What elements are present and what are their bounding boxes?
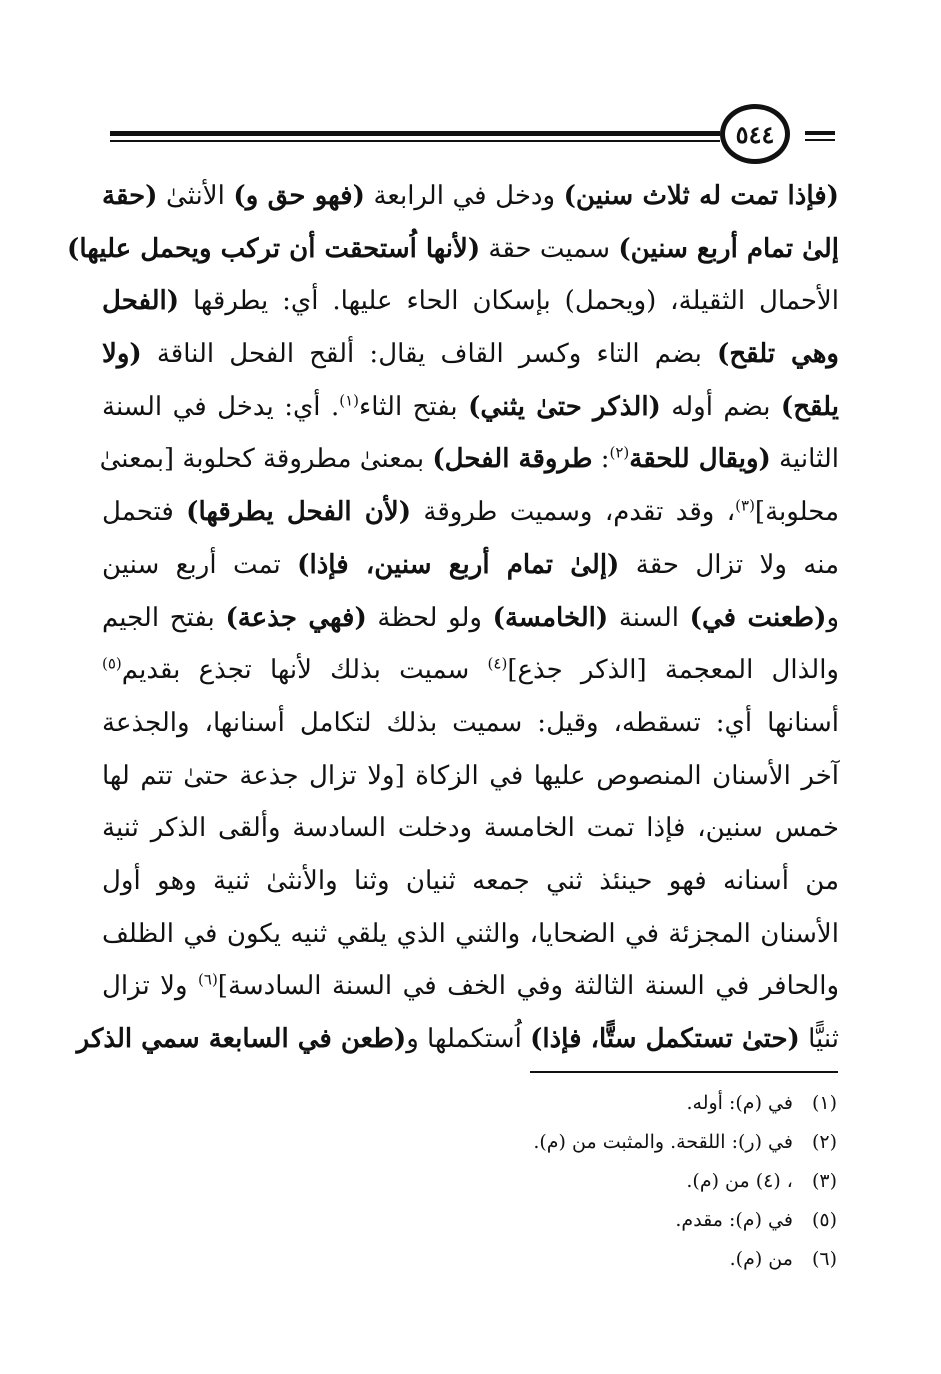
text-segment: والذال المعجمة [الذكر جذع]	[507, 655, 839, 686]
footnote-ref: (١)	[339, 391, 360, 410]
text-segment: (الخامسة)	[492, 602, 609, 633]
text-segment: (حقة	[102, 181, 158, 211]
text-segment: ، وقد تقدم، وسميت طروقة	[411, 497, 736, 528]
text-segment: فتحمل	[102, 497, 187, 528]
text-segment: تمت أربع سنين	[102, 549, 298, 580]
footnote-number: (٢)	[811, 1131, 837, 1153]
footnote-item	[237, 1084, 837, 1123]
text-segment: بضم أوله	[660, 391, 781, 422]
text-segment: (حتىٰ تستكمل ستًّا، فإذا)	[530, 1024, 800, 1054]
text-line	[102, 381, 839, 434]
text-segment: وهي تلقح)	[717, 339, 839, 370]
text-segment: سميت حقة	[480, 233, 619, 264]
text-segment: الثانية	[770, 444, 839, 475]
text-segment: ولو لحظة	[366, 602, 493, 633]
text-segment: بضم التاء وكسر القاف يقال: ألقح الفحل الناقة	[141, 339, 718, 370]
text-line	[102, 802, 839, 855]
text-segment: (فإذا تمت له ثلاث سنين)	[563, 181, 839, 211]
text-segment: منه ولا تزال حقة	[619, 549, 839, 580]
text-segment: (الفحل	[102, 286, 180, 317]
text-segment: ودخل في الرابعة	[364, 181, 564, 211]
text-segment: آخر الأسنان المنصوص عليها في الزكاة [ولا تزال جذعة حتىٰ تتم لها	[102, 760, 839, 791]
header-rule-thin	[110, 140, 720, 142]
main-text	[67, 170, 840, 1066]
text-segment: الأسنان المجزئة في الضحايا، والثني الذي يلقي ثنيه يكون في الظلف	[102, 918, 839, 949]
text-line	[102, 644, 839, 697]
page-number: ٥٤٤	[720, 104, 790, 164]
text-segment: (لأنها اُستحقت أن تركب ويحمل عليها)	[67, 233, 481, 264]
text-segment: والحافر في السنة الثالثة وفي الخف في السنة السادسة]	[217, 971, 839, 1002]
text-segment: الأنثىٰ	[157, 181, 234, 211]
text-segment: (طعن في السابعة سمي الذكر	[76, 1024, 407, 1054]
text-segment: محلوبة]	[754, 497, 839, 528]
text-line	[102, 960, 839, 1013]
text-line	[102, 592, 839, 645]
text-segment: (الذكر حتىٰ يثني)	[468, 391, 661, 422]
footnote-item	[237, 1162, 837, 1201]
text-segment: ثنيًّا	[799, 1024, 839, 1054]
text-segment: (طعنت في)	[689, 602, 827, 633]
text-line	[102, 328, 839, 381]
text-line	[102, 539, 839, 592]
text-segment: الأحمال الثقيلة، (ويحمل) بإسكان الحاء عليها. أي: يطرقها	[179, 286, 839, 317]
footnote-text: في (م): أوله.	[686, 1092, 793, 1114]
text-line	[99, 433, 839, 486]
text-segment: (فهي جذعة)	[225, 602, 367, 633]
text-segment: بمعنىٰ مطروقة كحلوبة [بمعنىٰ	[99, 444, 433, 475]
text-segment: خمس سنين، فإذا تمت الخامسة ودخلت السادسة وألقى الذكر ثنية	[102, 813, 839, 844]
footnote-text: من (م).	[729, 1248, 793, 1270]
text-segment: أسنانها أي: تسقطه، وقيل: سميت بذلك لتكامل أسنانها، والجذعة	[102, 707, 839, 738]
header-rule-right-thin	[805, 139, 835, 141]
footnote-item	[237, 1240, 837, 1279]
footnote-ref: (٥)	[102, 654, 122, 673]
text-segment: اُستكملها و	[406, 1024, 531, 1054]
text-line	[102, 908, 839, 961]
text-segment: (ويقال للحقة	[629, 444, 771, 475]
page-header	[110, 104, 835, 164]
footnote-ref: (٤)	[487, 654, 508, 673]
text-segment: ولا تزال	[102, 971, 199, 1002]
footnote-item	[237, 1201, 837, 1240]
footnote-item	[237, 1123, 837, 1162]
text-segment: بفتح الثاء	[359, 391, 469, 422]
text-segment: (لأن الفحل يطرقها)	[186, 497, 412, 528]
text-segment: (ولا	[102, 339, 142, 370]
footnote-ref: (٦)	[198, 970, 218, 989]
footnote-text: في (ر): اللقحة. والمثبت من (م).	[533, 1131, 793, 1153]
header-rule-right	[805, 131, 835, 135]
footnote-ref: (٣)	[735, 496, 755, 515]
text-line	[102, 486, 839, 539]
text-line	[67, 223, 839, 276]
header-rule-thick	[110, 131, 720, 136]
text-line	[102, 750, 839, 803]
text-segment: (فهو حق و)	[233, 181, 365, 211]
text-segment: من أسنانه فهو حينئذ ثني جمعه ثنيان وثنا والأنثىٰ ثنية وهو أول	[102, 865, 839, 896]
footnote-number: (٣)	[811, 1170, 837, 1192]
text-segment: . أي: يدخل في السنة	[102, 391, 340, 422]
text-segment: (إلىٰ تمام أربع سنين، فإذا)	[297, 549, 620, 580]
text-line	[102, 855, 839, 908]
footnote-number: (١)	[811, 1092, 837, 1114]
text-segment: إلىٰ تمام أربع سنين)	[618, 233, 839, 264]
text-segment: سميت بذلك لأنها تجذع بقديم	[121, 655, 488, 686]
text-segment: يلقح)	[780, 391, 840, 422]
text-segment: طروقة الفحل)	[432, 444, 593, 475]
text-segment: السنة	[608, 602, 690, 633]
footnote-separator	[530, 1071, 838, 1073]
text-line	[102, 275, 839, 328]
footnote-text: في (م): مقدم.	[675, 1209, 793, 1231]
text-line	[76, 1013, 839, 1066]
text-line	[102, 697, 839, 750]
text-line	[102, 170, 839, 223]
footnote-number: (٥)	[811, 1209, 837, 1231]
text-segment: و	[826, 602, 839, 633]
text-segment: :	[592, 444, 610, 475]
footnote-ref: (٢)	[609, 443, 630, 462]
footnote-text: ، (٤) من (م).	[686, 1170, 793, 1192]
footnotes	[237, 1084, 837, 1279]
text-segment: بفتح الجيم	[102, 602, 226, 633]
footnote-number: (٦)	[811, 1248, 837, 1270]
